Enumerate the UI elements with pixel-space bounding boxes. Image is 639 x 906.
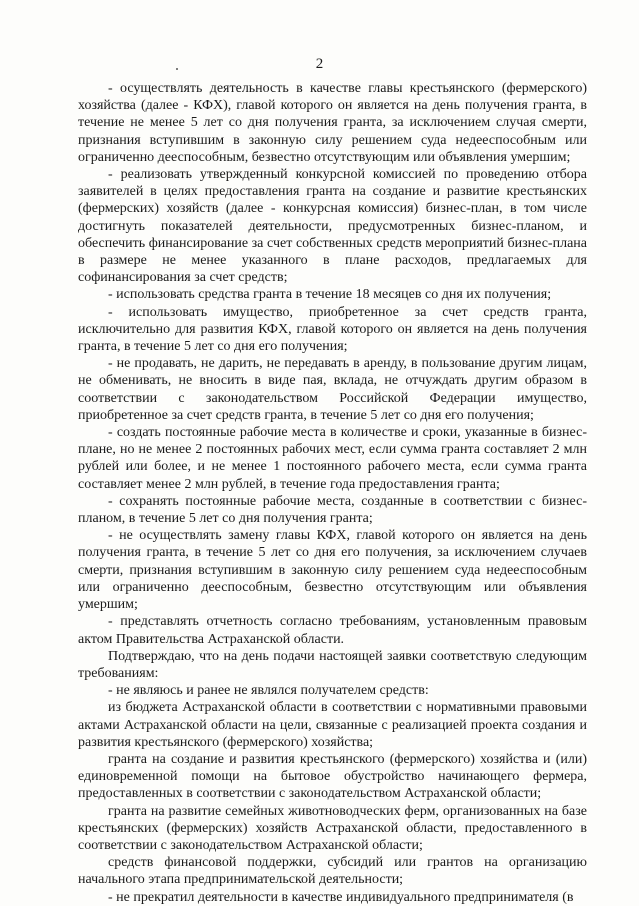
paragraph: - представлять отчетность согласно требованиям, установленным правовым актом Правительства Астраханской области. — [78, 614, 587, 647]
paragraph: - сохранять постоянные рабочие места, созданные в соответствии с бизнес-планом, в течение 5 лет со дня получения гранта; — [78, 493, 587, 527]
paragraph: - использовать имущество, приобретенное за счет средств гранта, исключительно для развития КФХ, главой которого он является на день получения гранта, в течение 5 лет со дня его получения; — [78, 304, 587, 355]
paragraph: Подтверждаю, что на день подачи настоящей заявки соответствую следующим требованиям: — [78, 648, 587, 681]
paragraph: - использовать средства гранта в течение 18 месяцев со дня их получения; — [108, 287, 552, 303]
paragraph: - создать постоянные рабочие места в количестве и сроки, указанные в бизнес-плане, но не менее 2 постоянных рабочих мест, если сумма гранта составляет 2 млн рублей или более, и не менее 1 постоянного рабочего места, если сумма гранта составляет менее 2 млн рублей, в течение года предоставления гранта; — [78, 425, 587, 492]
page-number: 2 — [315, 56, 324, 72]
document-body — [78, 80, 587, 906]
paragraph: из бюджета Астраханской области в соответствии с нормативными правовыми актами Астраханской области на цели, связанные с реализацией проекта создания и развития крестьянского (фермерского) хозяйства; — [78, 700, 587, 750]
paragraph: гранта на создание и развития крестьянского (фермерского) хозяйства и (или) единовременной помощи на бытовое обустройство начинающего фермера, предоставленных в соответствии с законодательством Астраханской области; — [78, 751, 587, 802]
paragraph: - не прекратил деятельности в качестве индивидуального предпринимателя (в — [108, 889, 574, 905]
paragraph: средств финансовой поддержки, субсидий или грантов на организацию начального этапа предпринимательской деятельности; — [78, 855, 587, 888]
paragraph: - не продавать, не дарить, не передавать в аренду, в пользование другим лицам, не обменивать, не вносить в виде пая, вклада, не отчуждать другим образом в соответствии с законодательством Российской Федерации имущество, приобретенное за счет средств гранта, в течение 5 лет со дня его получения; — [78, 356, 587, 423]
paragraph: - не являюсь и ранее не являлся получателем средств: — [108, 683, 429, 699]
paragraph: - осуществлять деятельность в качестве главы крестьянского (фермерского) хозяйства (далее - КФХ), главой которого он является на день получения гранта, в течение не менее 5 лет со дня получения гранта, за исключением случая смерти, признания вступившим в законную силу решением суда недееспособным или ограниченно дееспособным, безвестно отсутствующим или объявления умершим; — [78, 81, 587, 165]
scan-speck — [176, 68, 178, 70]
paragraph: гранта на развитие семейных животноводческих ферм, организованных на базе крестьянских (фермерских) хозяйств Астраханской области, предоставленного в соответствии с законодательством Астраханской области; — [78, 803, 587, 853]
paragraph: - реализовать утвержденный конкурсной комиссией по проведению отбора заявителей в целях предоставления гранта на создание и развитие крестьянских (фермерских) хозяйств (далее - конкурсная комиссия) бизнес-план, в том числе достигнуть показателей деятельности, предусмотренных бизнес-планом, и обеспечить финансирование за счет собственных средств мероприятий бизнес-плана в размере не менее указанного в плане расходов, предлагаемых для софинансирования за счет средств; — [78, 167, 587, 286]
paragraph: - не осуществлять замену главы КФХ, главой которого он является на день получения гранта, в течение 5 лет со дня его получения, за исключением случаев смерти, признания вступившим в законную силу решением суда недееспособным или ограниченно дееспособным, безвестно отсутствующим или объявления умершим; — [78, 528, 587, 613]
